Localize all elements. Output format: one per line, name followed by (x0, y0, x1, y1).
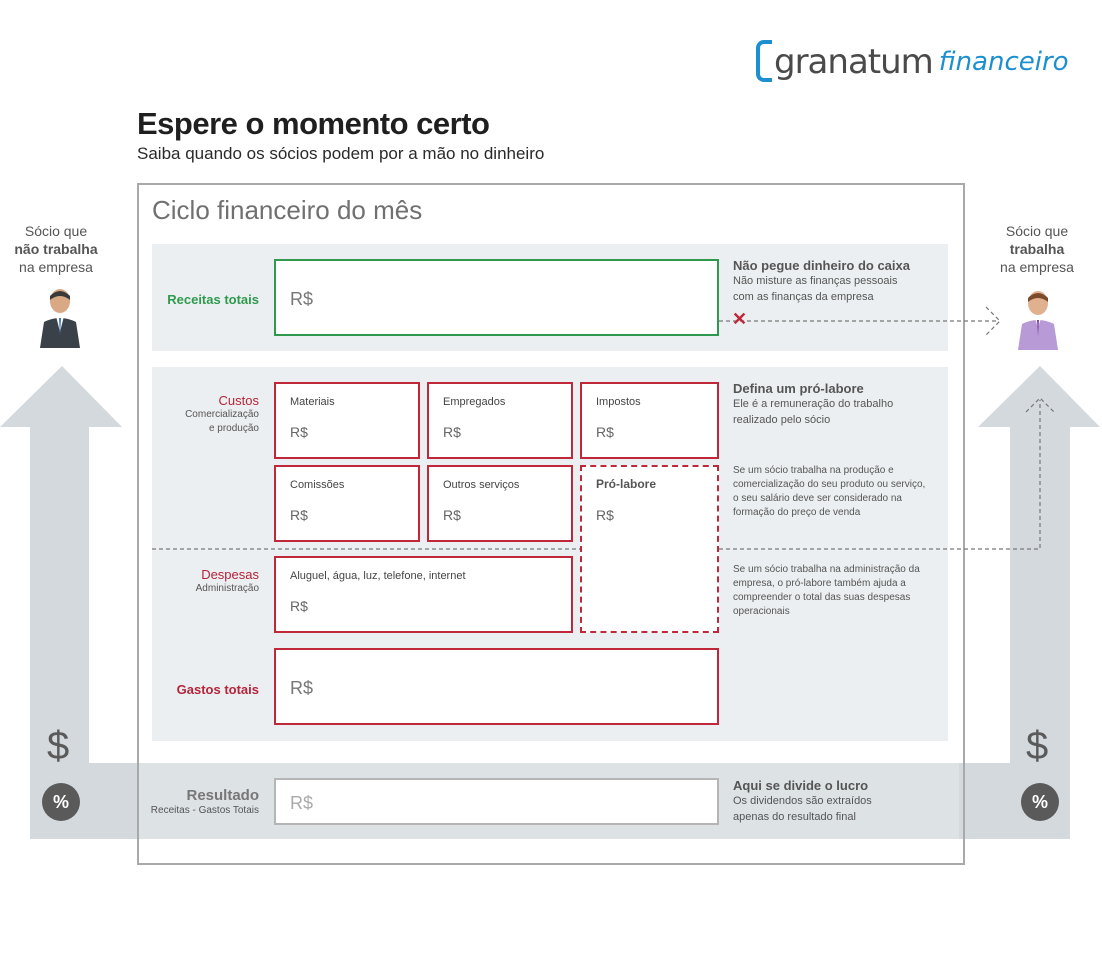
resultado-box[interactable]: R$ (274, 778, 719, 825)
outros-servicos-box[interactable]: Outros serviços R$ (427, 465, 573, 542)
impostos-box[interactable]: Impostos R$ (580, 382, 719, 459)
right-percent-icon: % (1021, 783, 1059, 821)
note-prolabore: Defina um pró-labore Ele é a remuneração do trabalho realizado pelo sócio (733, 381, 894, 426)
custos-label-group: Custos Comercialização e produção (185, 393, 259, 434)
aluguel-box[interactable]: Aluguel, água, luz, telefone, internet R$ (274, 556, 573, 633)
note-caixa: Não pegue dinheiro do caixa Não misture as finanças pessoais com as finanças da empresa (733, 258, 910, 303)
comissoes-box[interactable]: Comissões R$ (274, 465, 420, 542)
note-producao: Se um sócio trabalha na produção e comercialização do seu produto ou serviço, o seu salário deve ser considerado na formação do preço de venda (733, 465, 926, 518)
forbidden-cross-icon: ✕ (732, 309, 748, 329)
page-subtitle: Saiba quando os sócios podem por a mão no dinheiro (137, 144, 545, 163)
left-person-label: Sócio que não trabalha na empresa (14, 223, 98, 275)
right-person-label: Sócio que trabalha na empresa (1000, 223, 1074, 275)
resultado-label-group: Resultado Receitas - Gastos Totais (150, 787, 259, 816)
note-administracao: Se um sócio trabalha na administração da empresa, o pró-labore também ajuda a compreender o total das suas despesas operacionais (733, 564, 920, 617)
right-dollar-icon: $ (1026, 724, 1049, 768)
currency-label: R$ (290, 289, 314, 309)
left-percent-icon: % (42, 783, 80, 821)
receitas-input-box[interactable] (274, 259, 719, 336)
gastos-totais-box[interactable]: R$ (274, 648, 719, 725)
receitas-label: Receitas totais (167, 292, 259, 307)
gastos-totais-label: Gastos totais (176, 682, 259, 697)
logo-sub-text: financeiro (938, 47, 1069, 77)
page-title: Espere o momento certo (137, 106, 490, 141)
prolabore-box[interactable]: Pró-labore R$ (580, 465, 719, 633)
note-lucro: Aqui se divide o lucro Os dividendos são extraídos apenas do resultado final (733, 778, 872, 823)
despesas-label-group: Despesas Administração (195, 567, 259, 594)
left-dollar-icon: $ (47, 724, 70, 768)
materiais-box[interactable]: Materiais R$ (274, 382, 420, 459)
frame-title: Ciclo financeiro do mês (152, 195, 423, 225)
empregados-box[interactable]: Empregados R$ (427, 382, 573, 459)
logo-main-text: granatum (774, 42, 933, 82)
